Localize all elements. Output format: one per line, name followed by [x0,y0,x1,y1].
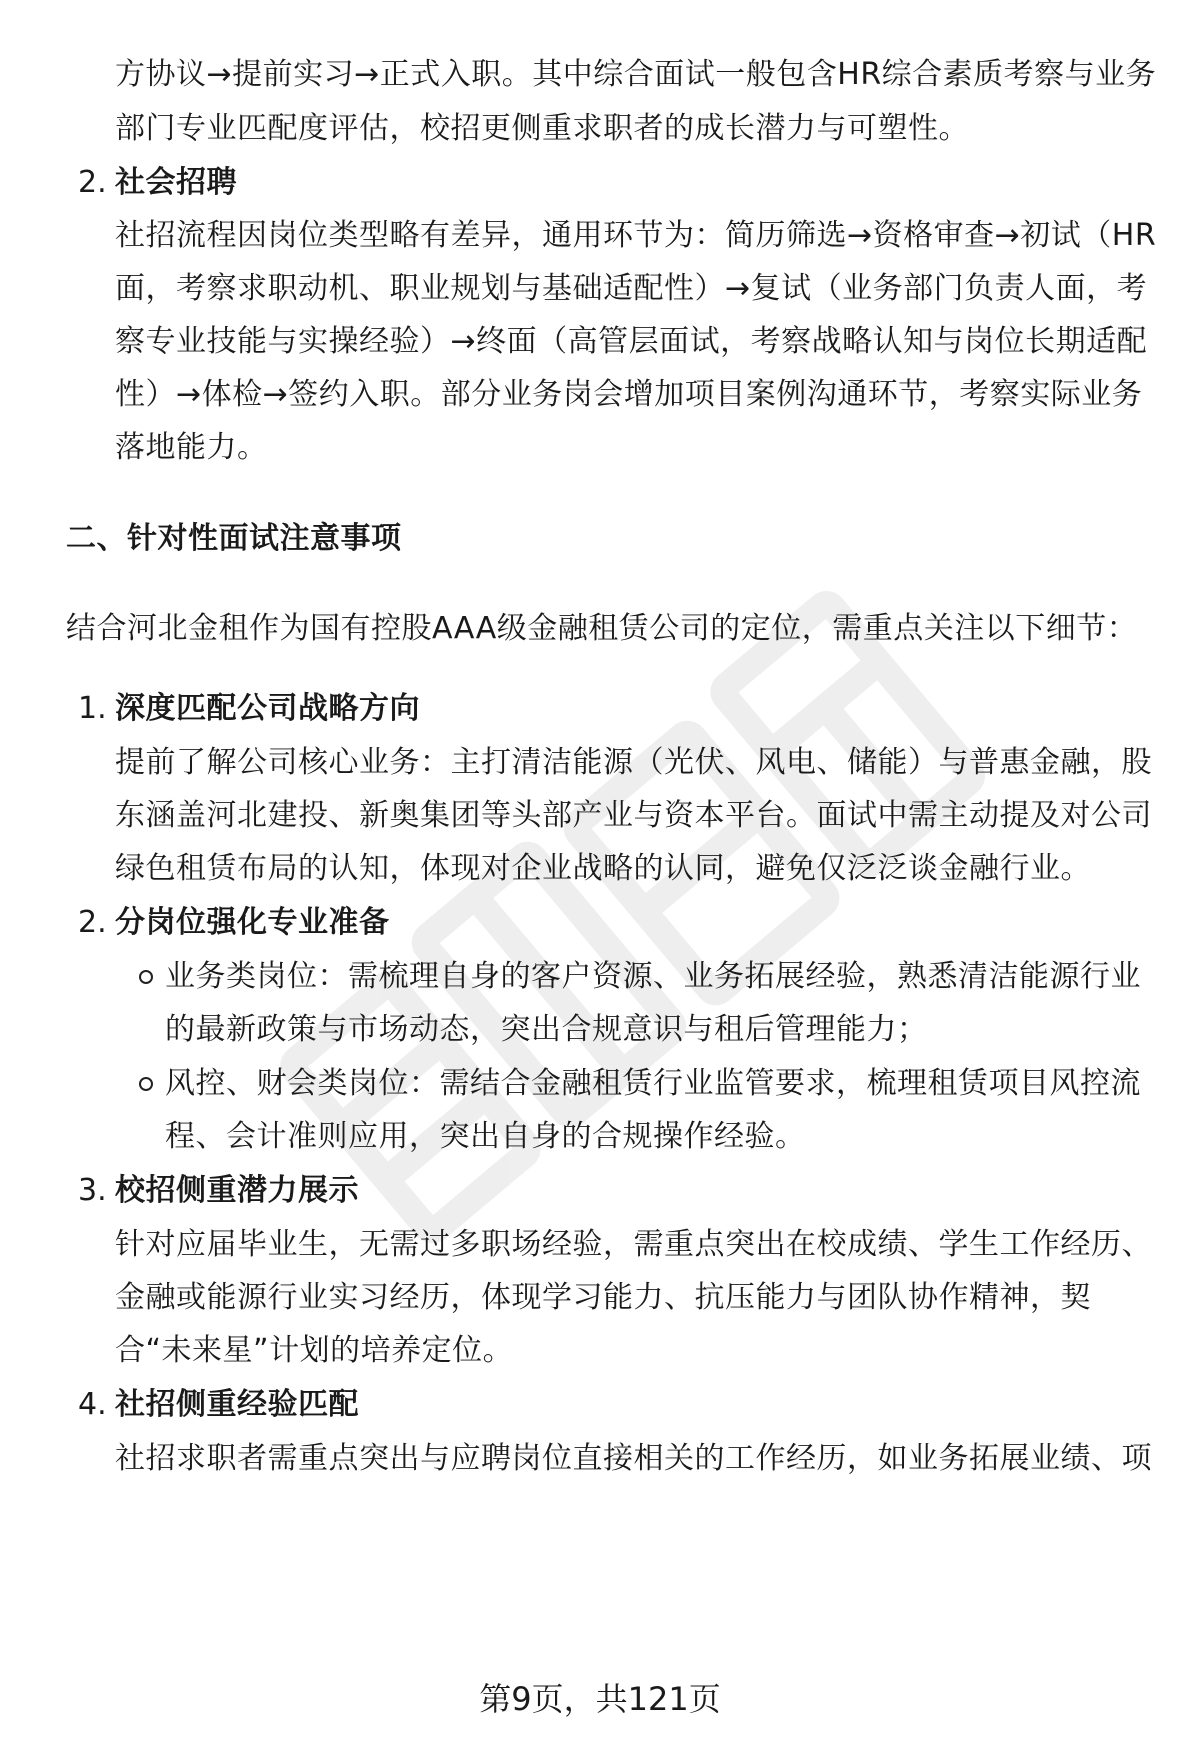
intro-line-1: 方协议→提前实习→正式入职。其中综合面试一般包含HR综合素质考察与业务 [115,57,1157,92]
list-number: 1. [78,691,107,726]
item-line: 合“未来星”计划的培养定位。 [115,1333,514,1368]
item-line: 提前了解公司核心业务：主打清洁能源（光伏、风电、储能）与普惠金融，股 [115,745,1152,780]
social-line: 性）→体检→签约入职。部分业务岗会增加项目案例沟通环节，考察实际业务 [115,377,1143,412]
item-line: 东涵盖河北建投、新奥集团等头部产业与资本平台。面试中需主动提及对公司 [115,798,1152,833]
page-number: 第9页，共121页 [479,1680,721,1718]
social-line: 面，考察求职动机、职业规划与基础适配性）→复试（业务部门负责人面，考 [115,271,1148,306]
social-heading: 社会招聘 [115,165,237,200]
item-heading: 社招侧重经验匹配 [115,1387,359,1422]
intro-line-2: 部门专业匹配度评估，校招更侧重求职者的成长潜力与可塑性。 [115,111,969,146]
section-heading: 二、针对性面试注意事项 [66,521,402,556]
item-line: 社招求职者需重点突出与应聘岗位直接相关的工作经历，如业务拓展业绩、项 [115,1441,1152,1476]
bullet-line: 的最新政策与市场动态，突出合规意识与租后管理能力； [165,1012,928,1047]
list-number: 4. [78,1387,107,1422]
item-line: 绿色租赁布局的认知，体现对企业战略的认同，避免仅泛泛谈金融行业。 [115,851,1091,886]
item-heading: 深度匹配公司战略方向 [115,691,420,726]
social-line: 察专业技能与实操经验）→终面（高管层面试，考察战略认知与岗位长期适配 [115,324,1148,359]
item-line: 金融或能源行业实习经历，体现学习能力、抗压能力与团队协作精神，契 [115,1280,1091,1315]
bullet-line: 风控、财会类岗位：需结合金融租赁行业监管要求，梳理租赁项目风控流 [165,1066,1141,1101]
section-intro: 结合河北金租作为国有控股AAA级金融租赁公司的定位，需重点关注以下细节： [66,611,1138,646]
item-line: 针对应届毕业生，无需过多职场经验，需重点突出在校成绩、学生工作经历、 [115,1227,1152,1262]
bullet-line: 程、会计准则应用，突出自身的合规操作经验。 [165,1119,806,1154]
item-heading: 校招侧重潜力展示 [115,1173,359,1208]
list-number: 2. [78,905,107,940]
list-number: 3. [78,1173,107,1208]
bullet-icon [139,970,153,984]
bullet-line: 业务类岗位：需梳理自身的客户资源、业务拓展经验，熟悉清洁能源行业 [165,959,1141,994]
bullet-icon [139,1077,153,1091]
social-line: 社招流程因岗位类型略有差异，通用环节为：简历筛选→资格审查→初试（HR [115,218,1157,253]
item-heading: 分岗位强化专业准备 [115,905,390,940]
social-line: 落地能力。 [115,430,268,465]
list-number: 2. [78,165,107,200]
